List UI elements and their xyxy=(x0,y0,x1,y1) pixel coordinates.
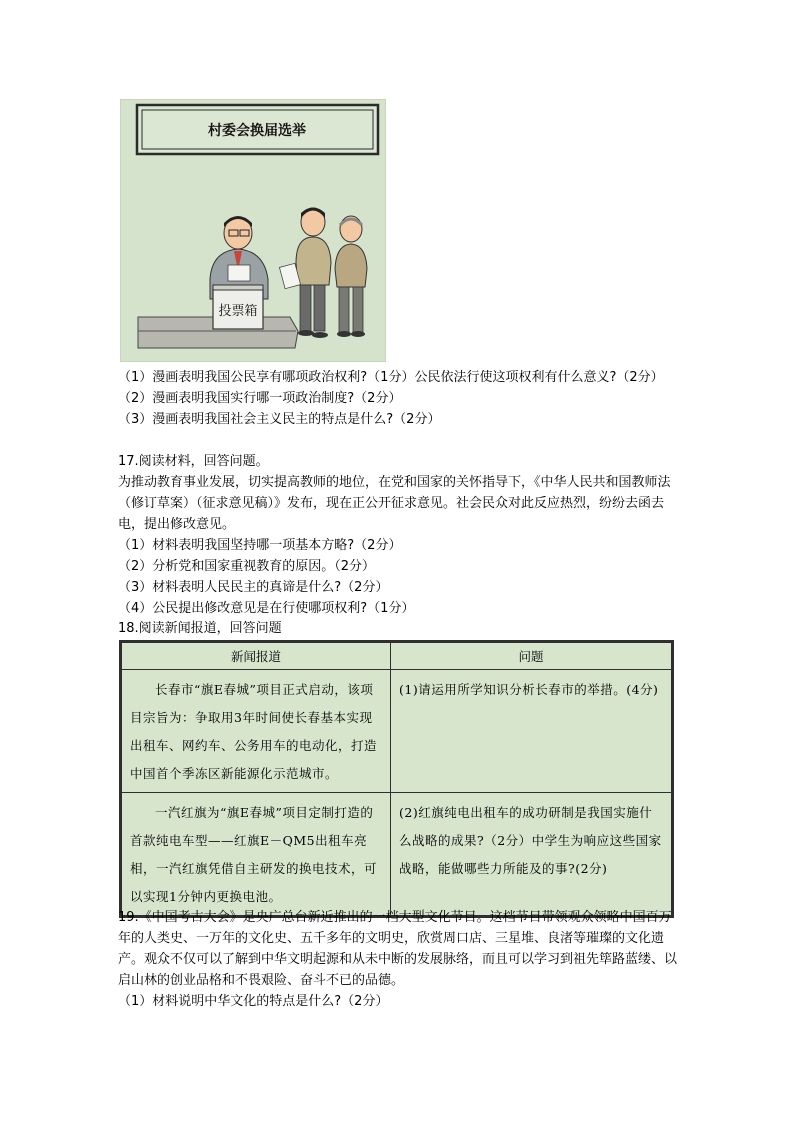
q17-sub4: （4）公民提出修改意见是在行使哪项权利?（1分） xyxy=(118,601,415,616)
q18-heading: 18.阅读新闻报道，回答问题 xyxy=(118,621,282,636)
q16-sub3: （3）漫画表明我国社会主义民主的特点是什么?（2分） xyxy=(118,412,441,427)
table-header-news: 新闻报道 xyxy=(121,642,391,670)
q19-material: 19.《中国考古大会》是央广总台新近推出的一档大型文化节目。这档节目带领观众领略中国百万年的人类史、一万年的文化史、五千多年的文明史，欣赏周口店、三星堆、良渚等璀璨的文化遗产。观众不仅可以了解到中华文明起源和从未中断的发展脉络，而且可以学习到祖先筚路蓝缕、以启山林的创业品格和不畏艰险、奋斗不已的品德。 xyxy=(118,910,678,988)
news-cell: 长春市“旗E春城”项目正式启动，该项目宗旨为：争取用3年时间使长春基本实现出租车、网约车、公务用车的电动化，打造中国首个季冻区新能源化示范城市。 xyxy=(121,670,391,793)
q17-sub3: （3）材料表明人民民主的真谛是什么?（2分） xyxy=(118,580,389,595)
q17-heading: 17.阅读材料，回答问题。 xyxy=(118,454,269,469)
election-cartoon xyxy=(120,99,386,362)
q16-sub1: （1）漫画表明我国公民享有哪项政治权利?（1分）公民依法行使这项权利有什么意义?（2分） xyxy=(118,370,664,385)
q16-questions xyxy=(118,367,678,430)
table-header-question: 问题 xyxy=(391,642,673,670)
table-row xyxy=(121,670,673,793)
q17-material: 为推动教育事业发展，切实提高教师的地位，在党和国家的关怀指导下，《中华人民共和国教师法（修订草案）（征求意见稿）》发布，现在正公开征求意见。社会民众对此反应热烈，纷纷去函去电，提出修改意见。 xyxy=(118,475,671,532)
q17-sub1: （1）材料表明我国坚持哪一项基本方略?（2分） xyxy=(118,538,402,553)
q18-section xyxy=(118,618,678,639)
table-row xyxy=(121,793,673,917)
q17-sub2: （2）分析党和国家重视教育的原因。（2分） xyxy=(118,559,376,574)
ballot-box xyxy=(213,285,263,329)
question-cell: (2)红旗纯电出租车的成功研制是我国实施什么战略的成果?（2分）中学生为响应这些国家战略，能做哪些力所能及的事?(2分) xyxy=(391,793,673,917)
q17-section xyxy=(118,451,678,619)
question-cell: (1)请运用所学知识分析长春市的举措。(4分) xyxy=(391,670,673,793)
q19-sub1: （1）材料说明中华文化的特点是什么?（2分） xyxy=(118,994,389,1009)
cartoon-title: 村委会换届选举 xyxy=(208,123,306,139)
ballot-box-label: 投票箱 xyxy=(218,304,258,319)
table-header-row xyxy=(121,642,673,670)
news-cell: 一汽红旗为“旗E春城”项目定制打造的首款纯电车型——红旗E－QM5出租车亮相，一汽红旗凭借自主研发的换电技术，可以实现1分钟内更换电池。 xyxy=(121,793,391,917)
q16-sub2: （2）漫画表明我国实行哪一项政治制度?（2分） xyxy=(118,391,402,406)
news-table xyxy=(119,640,674,918)
q19-section xyxy=(118,907,678,1012)
